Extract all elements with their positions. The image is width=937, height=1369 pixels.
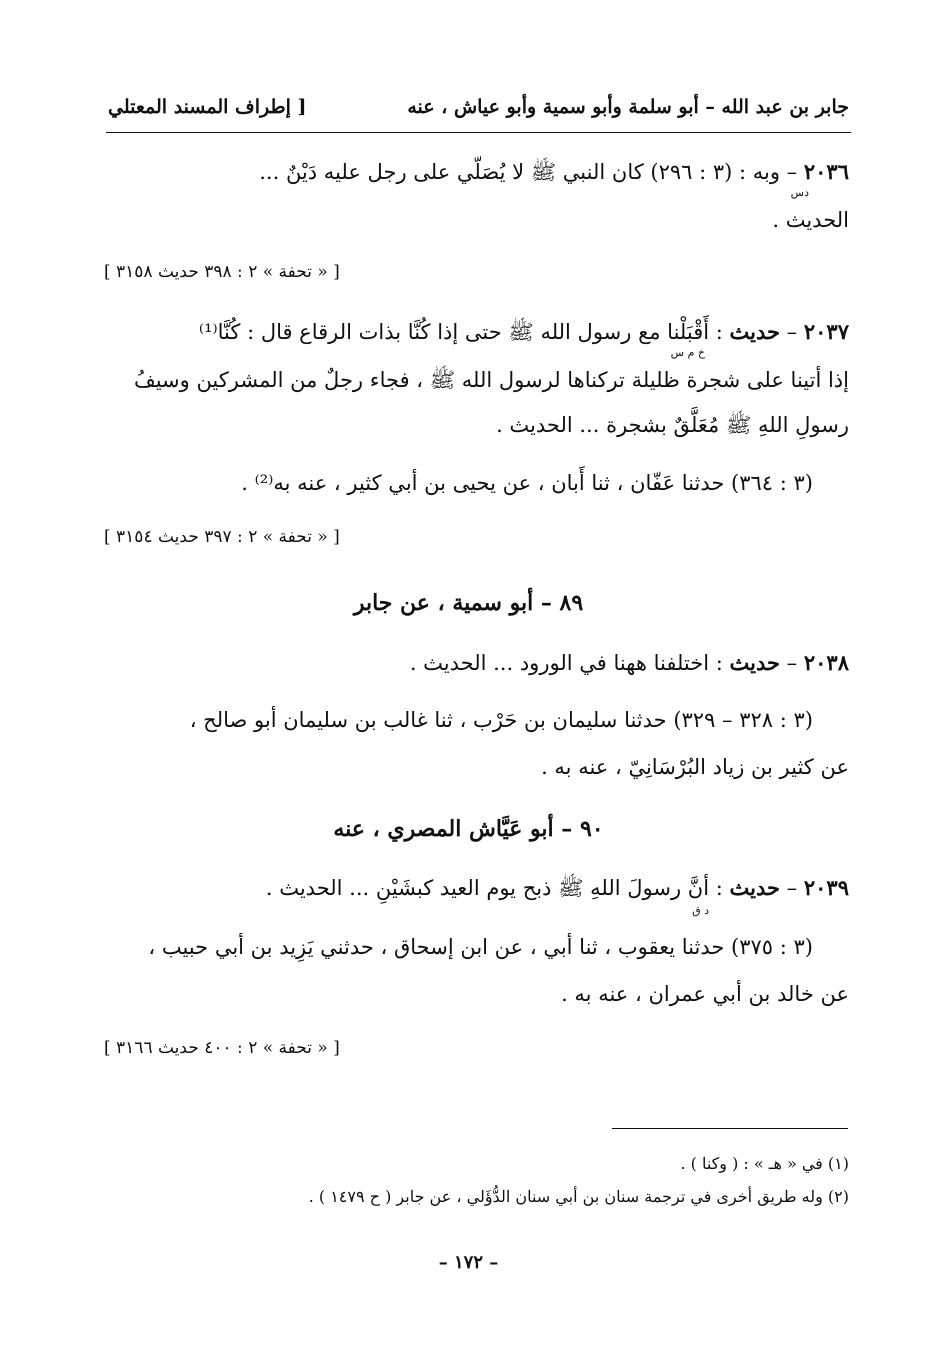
entry-2036-line-2: الحديث .: [772, 208, 849, 232]
entry-number: ٢٠٣٦: [803, 159, 849, 184]
narrator-marks: د ق: [692, 904, 709, 917]
footnote-divider: [612, 1128, 848, 1129]
header-divider: [106, 132, 851, 133]
entry-number: ٢٠٣٧: [803, 319, 849, 344]
hadith-keyword: حديث: [729, 319, 780, 344]
section-heading-89: ٨٩ – أبو سمية ، عن جابر: [353, 590, 584, 616]
narrator-marks: دس: [790, 186, 809, 199]
entry-2037-line-2: إذا أتينا على شجرة ظليلة تركناها لرسول الله ﷺ ، فجاء رجلٌ من المشركين وسيفُ: [133, 368, 849, 392]
entry-2039-line-1: ٢٠٣٩ – حديث : أنَّ رسولَ اللهِ ﷺ ذبح يوم العيد كبشَيْنِ ... الحديث .: [265, 875, 849, 900]
tuhfa-reference: [ « تحفة » ٢ : ٣٩٧ حديث ٣١٥٤ ]: [104, 527, 340, 547]
entry-number: ٢٠٣٩: [803, 875, 849, 900]
section-heading-90: ٩٠ – أبو عَيَّاش المصري ، عنه: [333, 816, 604, 842]
page-number: – ١٧٢ –: [438, 1252, 499, 1273]
tuhfa-reference: [ « تحفة » ٢ : ٣٩٨ حديث ٣١٥٨ ]: [104, 262, 340, 282]
entry-text: : اختلفنا ههنا في الورود ... الحديث .: [409, 651, 723, 675]
hadith-keyword: حديث: [729, 650, 780, 675]
footnote-1: (١) في « هـ » : ( وكنا ) .: [680, 1154, 849, 1173]
isnad-line: (٣ : ٣٦٤) حدثنا عَفّان ، ثنا أَبان ، عن يحيى بن أبي كثير ، عنه به⁽²⁾ .: [241, 471, 813, 495]
entry-text: : أَقْبَلْنا مع رسول الله ﷺ حتى إذا كُنَّا بذات الرقاع قال : كُنَّا⁽¹⁾: [198, 320, 723, 344]
isnad-line-1: (٣ : ٣٢٨ – ٣٢٩) حدثنا سليمان بن حَرْب ، ثنا غالب بن سليمان أبو صالح ،: [189, 708, 813, 732]
hadith-keyword: حديث: [729, 875, 780, 900]
isnad-line-2: عن كثير بن زياد البُرْسَانِيّ ، عنه به .: [541, 755, 849, 779]
footnote-2: (٢) وله طريق أخرى في ترجمة سنان بن أبي سنان الدُّؤَلي ، عن جابر ( ح ١٤٧٩ ) .: [308, 1187, 849, 1206]
entry-number: ٢٠٣٨: [803, 650, 849, 675]
entry-2037-line-1: ٢٠٣٧ – حديث : أَقْبَلْنا مع رسول الله ﷺ حتى إذا كُنَّا بذات الرقاع قال : كُنَّا⁽¹⁾: [198, 319, 849, 344]
isnad-line-1: (٣ : ٣٧٥) حدثنا يعقوب ، ثنا أبي ، عن ابن إسحاق ، حدثني يَزِيد بن أبي حبيب ،: [148, 935, 813, 959]
entry-text: – وبه : (٣ : ٢٩٦) كان النبي ﷺ لا يُصَلّي على رجل عليه دَيْنٌ ...: [259, 160, 798, 184]
isnad-line-2: عن خالد بن أبي عمران ، عنه به .: [561, 982, 849, 1006]
narrator-marks: خ م س: [670, 346, 705, 359]
running-header-title: جابر بن عبد الله – أبو سلمة وأبو سمية وأبو عياش ، عنه: [407, 96, 849, 118]
entry-2036-line-1: [259, 157, 849, 187]
running-header-book: [ إطراف المسند المعتلي: [108, 96, 307, 118]
entry-2037-line-3: رسولِ اللهِ ﷺ مُعَلَّقٌ بشجرة ... الحديث .: [496, 413, 849, 437]
entry-text: : أنَّ رسولَ اللهِ ﷺ ذبح يوم العيد كبشَيْنِ ... الحديث .: [265, 876, 723, 900]
tuhfa-reference: [ « تحفة » ٢ : ٤٠٠ حديث ٣١٦٦ ]: [104, 1038, 340, 1058]
entry-2038-line-1: ٢٠٣٨ – حديث : اختلفنا ههنا في الورود ... الحديث .: [409, 650, 849, 675]
